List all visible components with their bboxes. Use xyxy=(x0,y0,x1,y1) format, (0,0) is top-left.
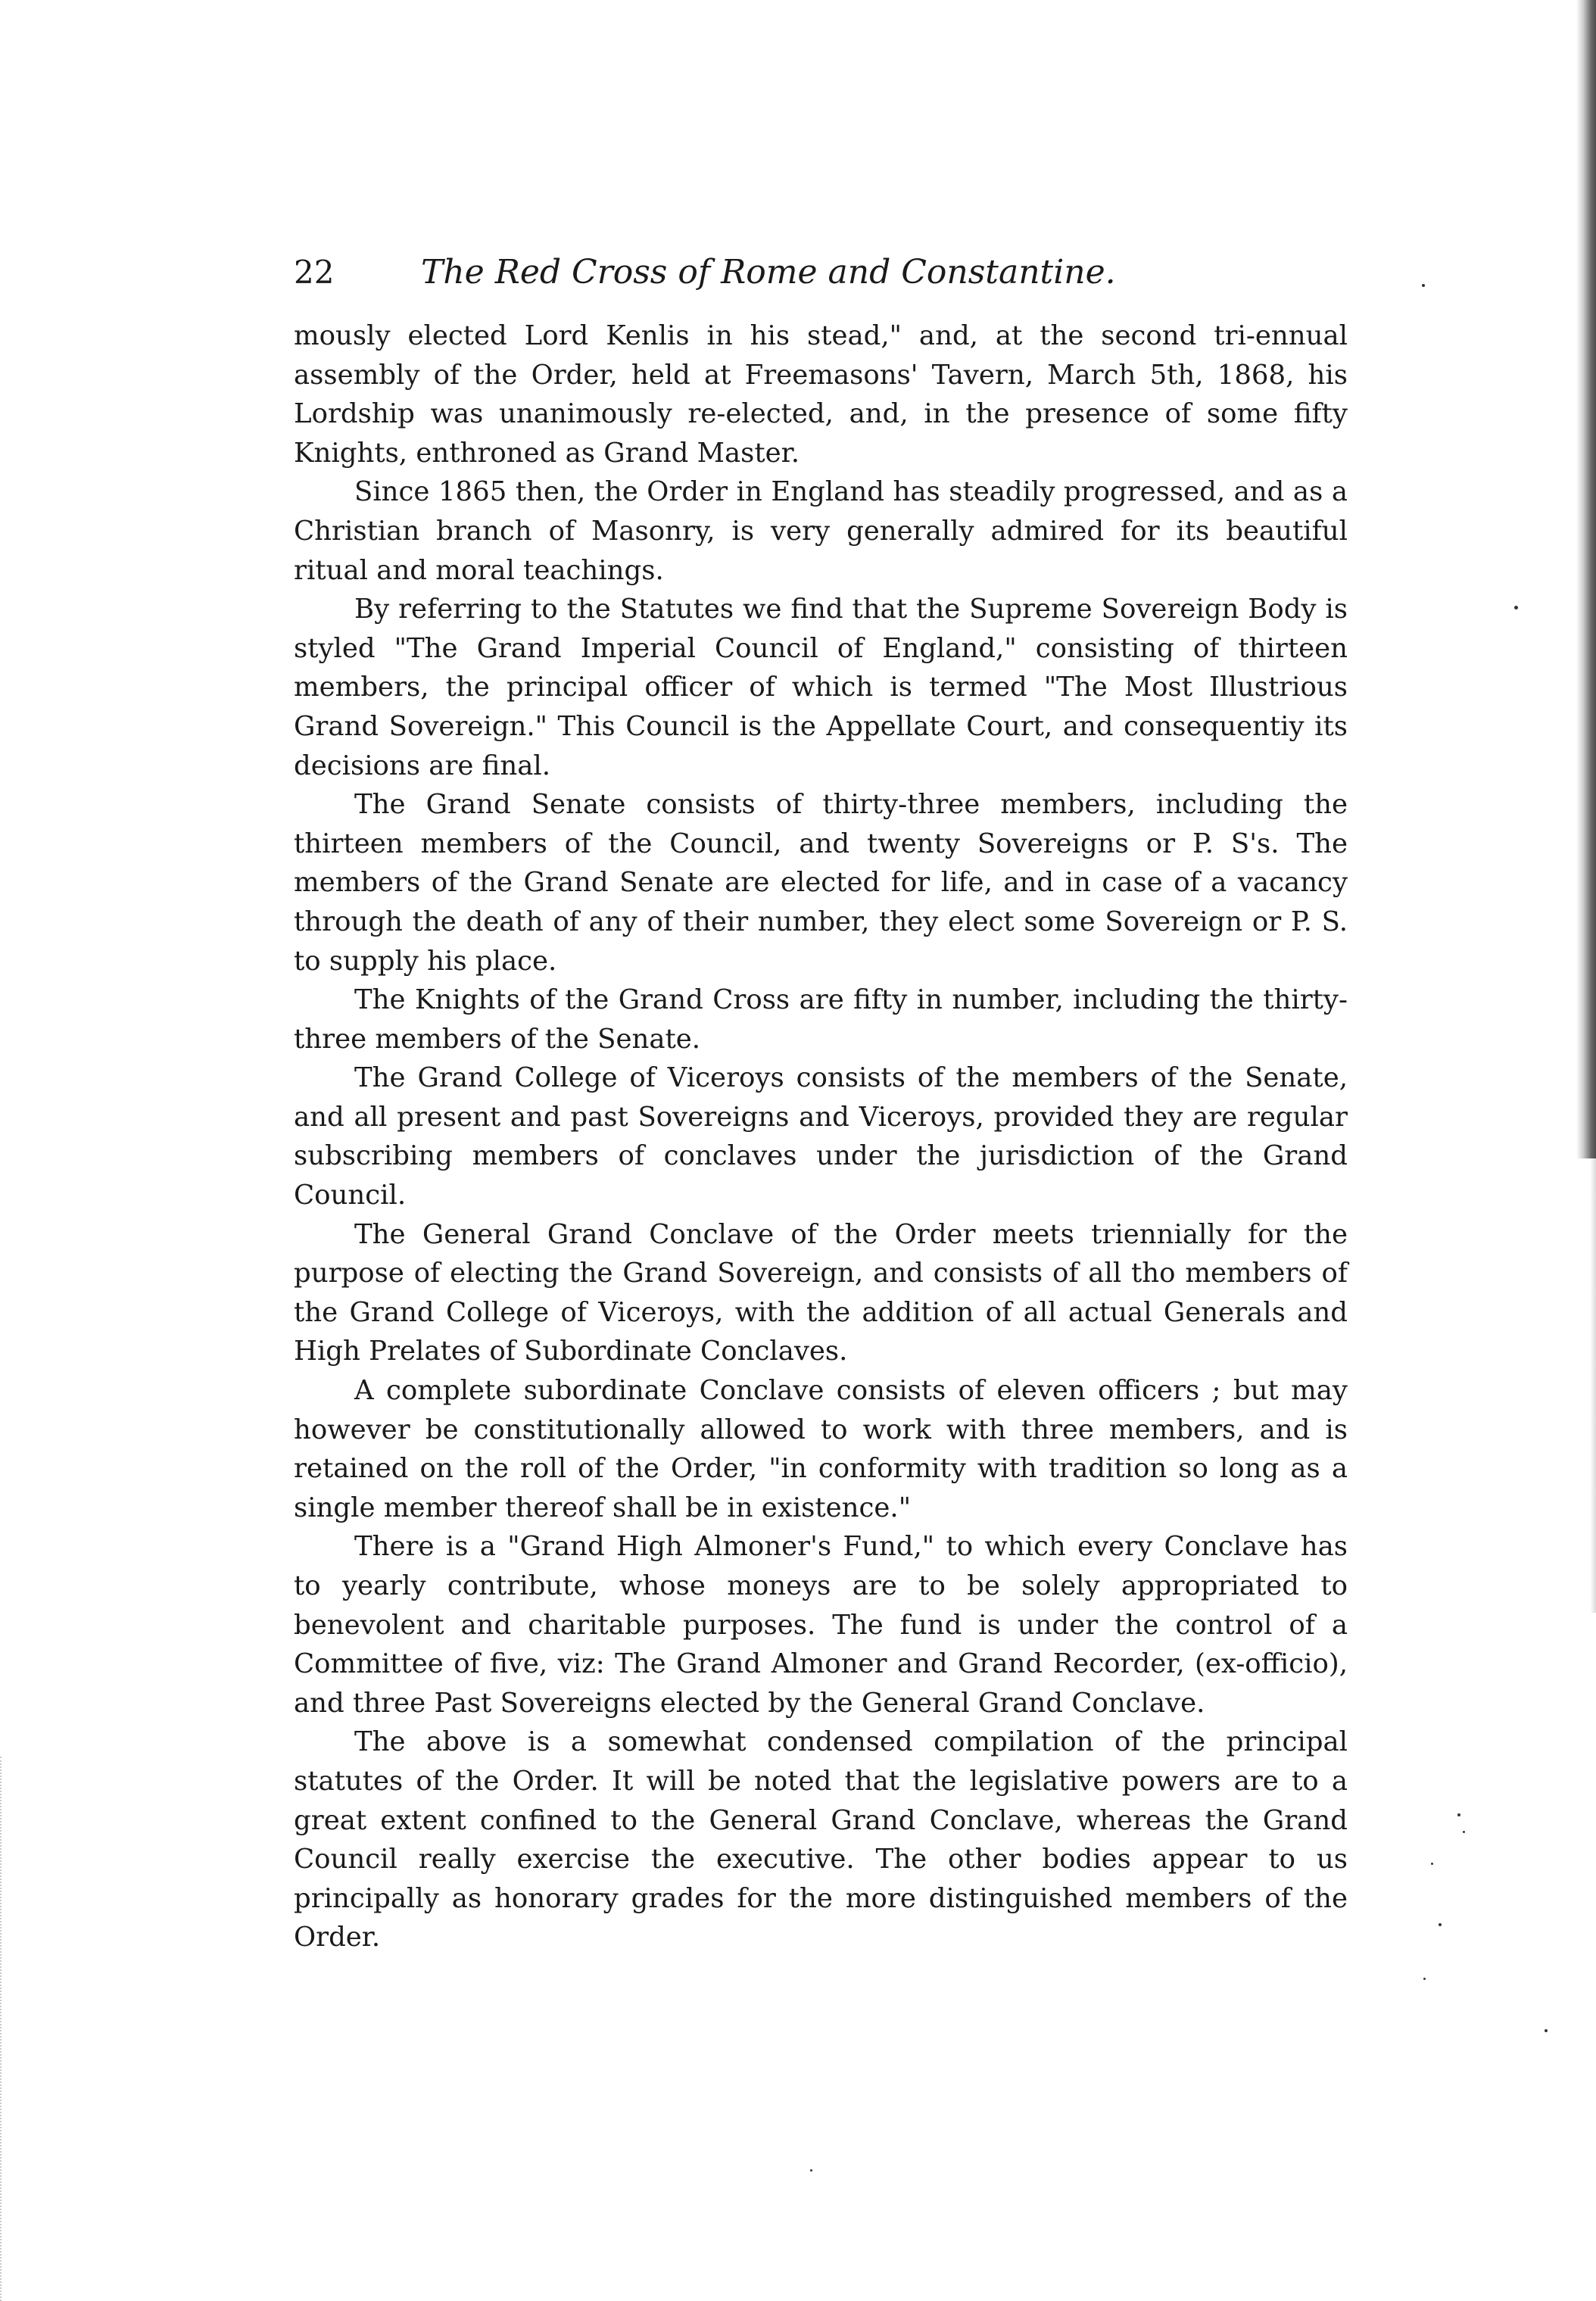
body-text xyxy=(294,316,1348,1957)
left-edge-artifact xyxy=(0,1757,6,2301)
page-number: 22 xyxy=(294,254,335,291)
paragraph: By referring to the Statutes we find that the Supreme Sovereign Body is styled "The Grand Imperial Council of England," consisting of thirteen members, the principal officer of which is termed "The Most Illustrious Grand Sovereign." This Council is the Appellate Court, and consequentiy its decisions are final. xyxy=(294,594,1348,781)
paragraph: Since 1865 then, the Order in England has steadily progressed, and as a Christian branch of Masonry, is very generally admired for its beautiful ritual and moral teachings. xyxy=(294,476,1348,586)
paragraph: A complete subordinate Conclave consists of eleven officers ; but may however be constitutionally allowed to work with three members, and is retained on the roll of the Order, "in conformity with tradition so long as a single member thereof shall be in existence." xyxy=(294,1375,1348,1523)
scan-speck xyxy=(1463,1831,1465,1833)
scan-speck xyxy=(1457,1813,1460,1816)
scan-speck xyxy=(1423,1978,1426,1980)
binding-shadow xyxy=(1576,0,1596,1158)
paragraph: The General Grand Conclave of the Order meets triennially for the purpose of electing the Grand Sovereign, and consists of all tho members of the Grand College of Viceroys, with the addition of all actual Generals and High Prelates of Subordinate Conclaves. xyxy=(294,1218,1348,1367)
paragraph: The Grand College of Viceroys consists of the members of the Senate, and all present and past Sovereigns and Viceroys, provided they are regular subscribing members of conclaves under the jurisdiction of the Grand Council. xyxy=(294,1062,1348,1211)
page-header xyxy=(294,250,1354,295)
scan-speck xyxy=(1422,284,1425,287)
scan-speck xyxy=(1545,2029,1548,2032)
paragraph: There is a "Grand High Almoner's Fund," to which every Conclave has to yearly contribute, whose moneys are to be solely appropriated to benevolent and charitable purposes. The fund is under the control of a Committee of five, viz: The Grand Almoner and Grand Recorder, (ex-officio), and three Past Sovereigns elected by the General Grand Conclave. xyxy=(294,1531,1348,1719)
paragraph: The Knights of the Grand Cross are fifty in number, including the thirty-three members of the Senate. xyxy=(294,984,1348,1055)
paragraph: The above is a somewhat condensed compilation of the principal statutes of the Order. It will be noted that the legislative powers are to a great extent confined to the General Grand Conclave, whereas the Grand Council really exercise the executive. The other bodies appear to us principally as honorary grades for the more distinguished members of the Order. xyxy=(294,1726,1348,1953)
running-title: The Red Cross of Rome and Constantine. xyxy=(421,253,1116,292)
paragraph: The Grand Senate consists of thirty-three members, including the thirteen members of the Council, and twenty Sovereigns or P. S's. The members of the Grand Senate are elected for life, and in case of a vacancy through the death of any of their number, they elect some Sovereign or P. S. to supply his place. xyxy=(294,789,1348,977)
binding-shadow-lower xyxy=(1590,1158,1596,1613)
scan-speck xyxy=(1431,1863,1433,1865)
scan-speck xyxy=(810,2169,812,2172)
scan-speck xyxy=(1439,1923,1442,1926)
paragraph-continuation: mously elected Lord Kenlis in his stead," and, at the second tri-ennual assembly of the Order, held at Freemasons' Tavern, March 5th, 1868, his Lordship was unanimously re-elected, and, in the presence of some fifty Knights, enthroned as Grand Master. xyxy=(294,320,1348,469)
scan-speck xyxy=(1514,606,1518,610)
